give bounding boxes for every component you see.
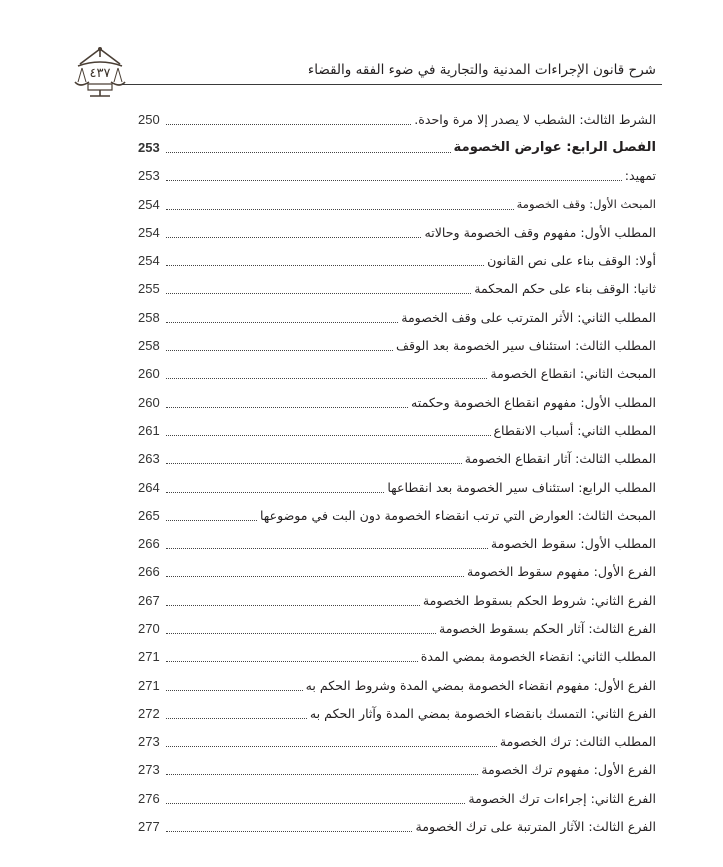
- toc-page-number: 276: [138, 790, 160, 806]
- toc-entry-title: الشرط الثالث: الشطب لا يصدر إلا مرة واحدة.: [414, 111, 656, 127]
- dot-leader: [166, 647, 418, 662]
- toc-entry-title: المطلب الثاني: الأثر المترتب على وقف الخصومة: [401, 309, 656, 325]
- dot-leader: [166, 308, 398, 323]
- dot-leader: [166, 449, 462, 464]
- toc-entry[interactable]: [138, 331, 656, 359]
- page-header: [70, 44, 666, 100]
- dot-leader: [166, 676, 303, 691]
- toc-entry-title: الفرع الأول: مفهوم ترك الخصومة: [481, 762, 656, 778]
- toc-page-number: 254: [138, 224, 160, 240]
- table-of-contents: [138, 105, 656, 841]
- toc-entry[interactable]: [138, 812, 656, 840]
- dot-leader: [166, 393, 408, 408]
- toc-entry[interactable]: [138, 360, 656, 388]
- dot-leader: [166, 506, 257, 521]
- toc-entry-title: الفرع الثاني: التمسك بانقضاء الخصومة بمضي المدة وآثار الحكم به: [309, 705, 656, 721]
- toc-entry-title: تمهيد:: [624, 168, 656, 184]
- dot-leader: [166, 279, 471, 294]
- dot-leader: [166, 421, 491, 436]
- toc-entry[interactable]: [138, 558, 656, 586]
- toc-page-number: 253: [138, 139, 160, 155]
- toc-page-number: 277: [138, 819, 160, 835]
- page-number: ٤٣٧: [89, 66, 111, 81]
- toc-page-number: 254: [138, 196, 160, 212]
- toc-page-number: 254: [138, 253, 160, 269]
- toc-entry-title: الفرع الثاني: إجراءات ترك الخصومة: [468, 790, 656, 806]
- dot-leader: [166, 760, 478, 775]
- toc-page-number: 261: [138, 422, 160, 438]
- toc-entry[interactable]: [138, 728, 656, 756]
- toc-entry-title: الفصل الرابع: عوارض الخصومة: [453, 139, 656, 155]
- toc-entry-title: الفرع الثاني: شروط الحكم بسقوط الخصومة: [422, 592, 656, 608]
- toc-entry-title: الفرع الأول: مفهوم سقوط الخصومة: [466, 564, 656, 580]
- dot-leader: [166, 166, 622, 181]
- toc-page-number: 258: [138, 309, 160, 325]
- toc-entry[interactable]: [138, 105, 656, 133]
- toc-entry[interactable]: [138, 756, 656, 784]
- toc-entry-title: المطلب الثاني: أسباب الانقطاع: [493, 422, 656, 438]
- toc-entry-title: المطلب الأول: مفهوم انقطاع الخصومة وحكمته: [411, 394, 656, 410]
- dot-leader: [166, 704, 307, 719]
- toc-entry-title: المطلب الثاني: انقضاء الخصومة بمضي المدة: [420, 649, 656, 665]
- toc-page-number: 267: [138, 592, 160, 608]
- toc-entry[interactable]: [138, 416, 656, 444]
- toc-entry-title: المبحث الثاني: انقطاع الخصومة: [490, 366, 656, 382]
- scales-of-justice-icon: [70, 44, 130, 100]
- toc-page-number: 271: [138, 649, 160, 665]
- toc-page-number: 273: [138, 762, 160, 778]
- toc-entry[interactable]: [138, 473, 656, 501]
- toc-page-number: 258: [138, 338, 160, 354]
- dot-leader: [166, 478, 384, 493]
- toc-entry[interactable]: [138, 445, 656, 473]
- toc-page-number: 273: [138, 734, 160, 750]
- toc-page-number: 265: [138, 507, 160, 523]
- toc-entry-title: المبحث الأول: وقف الخصومة: [516, 197, 656, 212]
- toc-entry-title: المبحث الثالث: العوارض التي ترتب انقضاء الخصومة دون البت في موضوعها: [259, 507, 656, 523]
- toc-entry[interactable]: [138, 501, 656, 529]
- toc-entry-title: المطلب الأول: سقوط الخصومة: [490, 536, 656, 552]
- dot-leader: [166, 534, 488, 549]
- toc-page-number: 253: [138, 168, 160, 184]
- dot-leader: [166, 789, 465, 804]
- toc-entry-title: المطلب الأول: مفهوم وقف الخصومة وحالاته: [424, 224, 656, 240]
- dot-leader: [166, 195, 514, 210]
- toc-entry-title: المطلب الثالث: آثار انقطاع الخصومة: [464, 451, 656, 467]
- dot-leader: [166, 336, 393, 351]
- dot-leader: [166, 110, 411, 125]
- toc-entry[interactable]: [138, 529, 656, 557]
- toc-page-number: 260: [138, 366, 160, 382]
- toc-entry[interactable]: [138, 246, 656, 274]
- toc-page-number: 266: [138, 536, 160, 552]
- toc-page-number: 272: [138, 705, 160, 721]
- toc-entry[interactable]: [138, 162, 656, 190]
- toc-page-number: 270: [138, 620, 160, 636]
- dot-leader: [166, 619, 436, 634]
- toc-entry-title: أولا: الوقف بناء على نص القانون: [487, 253, 656, 269]
- toc-entry[interactable]: [138, 133, 656, 161]
- toc-entry[interactable]: [138, 303, 656, 331]
- dot-leader: [166, 817, 412, 832]
- toc-entry[interactable]: [138, 275, 656, 303]
- toc-entry-title: الفرع الثالث: الآثار المترتبة على ترك الخصومة: [415, 819, 656, 835]
- toc-page-number: 263: [138, 451, 160, 467]
- toc-entry[interactable]: [138, 190, 656, 218]
- toc-entry[interactable]: [138, 614, 656, 642]
- toc-page-number: 255: [138, 281, 160, 297]
- toc-entry[interactable]: [138, 643, 656, 671]
- toc-entry[interactable]: [138, 784, 656, 812]
- toc-entry[interactable]: [138, 586, 656, 614]
- toc-entry[interactable]: [138, 388, 656, 416]
- toc-entry[interactable]: [138, 699, 656, 727]
- toc-page-number: 266: [138, 564, 160, 580]
- dot-leader: [166, 223, 421, 238]
- toc-page-number: 250: [138, 111, 160, 127]
- dot-leader: [166, 732, 497, 747]
- dot-leader: [166, 562, 464, 577]
- dot-leader: [166, 591, 420, 606]
- dot-leader: [166, 251, 484, 266]
- dot-leader: [166, 138, 451, 153]
- running-header-title: شرح قانون الإجراءات المدنية والتجارية في ضوء الفقه والقضاء: [307, 62, 656, 78]
- toc-page-number: 271: [138, 677, 160, 693]
- toc-entry[interactable]: [138, 671, 656, 699]
- toc-entry-title: الفرع الثالث: آثار الحكم بسقوط الخصومة: [439, 620, 656, 636]
- toc-entry-title: ثانيا: الوقف بناء على حكم المحكمة: [474, 281, 656, 297]
- toc-entry-title: المطلب الرابع: استئناف سير الخصومة بعد انقطاعها: [387, 479, 656, 495]
- toc-page-number: 264: [138, 479, 160, 495]
- toc-page-number: 260: [138, 394, 160, 410]
- toc-entry-title: المطلب الثالث: ترك الخصومة: [499, 734, 656, 750]
- toc-entry-title: الفرع الأول: مفهوم انقضاء الخصومة بمضي المدة وشروط الحكم به: [305, 677, 656, 693]
- toc-entry-title: المطلب الثالث: استئناف سير الخصومة بعد الوقف: [395, 338, 656, 354]
- dot-leader: [166, 364, 487, 379]
- header-divider: [122, 84, 662, 85]
- toc-entry[interactable]: [138, 218, 656, 246]
